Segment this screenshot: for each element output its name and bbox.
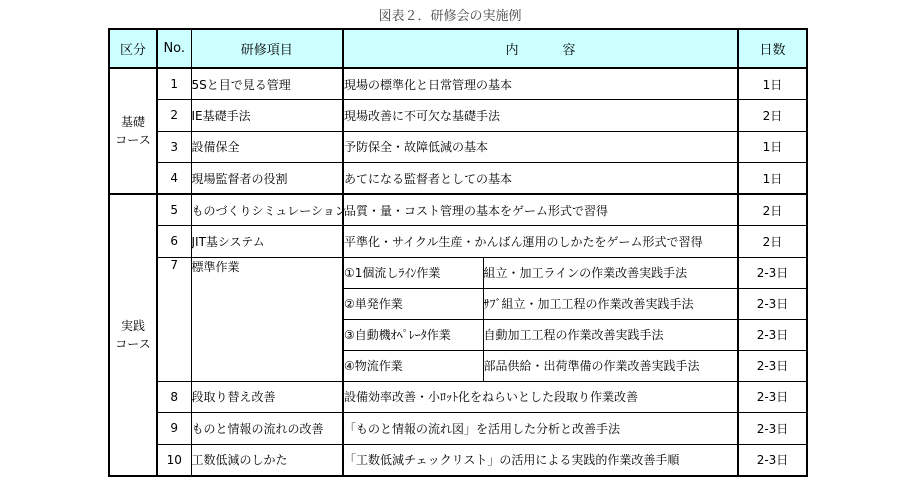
row-no: 6 xyxy=(157,226,191,258)
table-caption: 図表２．研修会の実施例 xyxy=(378,9,522,24)
table-row xyxy=(109,257,807,288)
row-days: 1日 xyxy=(738,131,807,163)
row-days: 2日 xyxy=(738,226,807,258)
header-item: 研修項目 xyxy=(191,29,343,68)
row-days: 1日 xyxy=(738,163,807,195)
training-table xyxy=(108,28,808,477)
row-content: 「ものと情報の流れ図」を活用した分析と改善手法 xyxy=(343,413,738,445)
header-content-b: 容 xyxy=(562,43,576,58)
row-content: 平準化・サイクル生産・かんばん運用のしかたをゲーム形式で習得 xyxy=(343,226,738,258)
sub-item: ①1個流しﾗｲﾝ作業 xyxy=(343,257,483,288)
sub-item: ②単発作業 xyxy=(343,288,483,319)
course-basic xyxy=(109,68,157,194)
row-days: 2-3日 xyxy=(738,413,807,445)
header-days: 日数 xyxy=(738,29,807,68)
header-no: No. xyxy=(157,29,191,68)
sub-item: ③自動機ｵﾍﾟﾚｰﾀ作業 xyxy=(343,319,483,350)
row-days: 2日 xyxy=(738,194,807,226)
row-item: 標準作業 xyxy=(191,257,343,381)
course-practical-line2: コース xyxy=(115,336,151,351)
sub-content: 組立・加工ラインの作業改善実践手法 xyxy=(483,257,738,288)
table-row xyxy=(109,226,807,258)
row-item: IE基礎手法 xyxy=(191,100,343,132)
row-content: 品質・量・コスト管理の基本をゲーム形式で習得 xyxy=(343,194,738,226)
course-practical-line1: 実践 xyxy=(120,318,145,333)
row-no: 9 xyxy=(157,413,191,445)
sub-days: 2-3日 xyxy=(738,257,807,288)
sub-item: ④物流作業 xyxy=(343,350,483,381)
row-content: 「工数低減チェックリスト」の活用による実践的作業改善手順 xyxy=(343,444,738,476)
row-item: 工数低減のしかた xyxy=(191,444,343,476)
row-no: 2 xyxy=(157,100,191,132)
course-practical xyxy=(109,194,157,476)
table-row xyxy=(109,413,807,445)
row-days: 2-3日 xyxy=(738,381,807,413)
row-item: 現場監督者の役割 xyxy=(191,163,343,195)
row-no: 7 xyxy=(157,257,191,381)
row-item: 段取り替え改善 xyxy=(191,381,343,413)
row-item: JIT基システム xyxy=(191,226,343,258)
header-row xyxy=(109,29,807,68)
sub-days: 2-3日 xyxy=(738,350,807,381)
sub-content: 部品供給・出荷準備の作業改善実践手法 xyxy=(483,350,738,381)
table-row xyxy=(109,381,807,413)
row-no: 8 xyxy=(157,381,191,413)
sub-content: ｻﾌﾞ組立・加工工程の作業改善実践手法 xyxy=(483,288,738,319)
table-row xyxy=(109,131,807,163)
sub-days: 2-3日 xyxy=(738,319,807,350)
row-no: 10 xyxy=(157,444,191,476)
row-item: 設備保全 xyxy=(191,131,343,163)
row-content: 予防保全・故障低減の基本 xyxy=(343,131,738,163)
row-content: 設備効率改善・小ﾛｯﾄ化をねらいとした段取り作業改善 xyxy=(343,381,738,413)
header-content xyxy=(343,29,738,68)
row-no: 3 xyxy=(157,131,191,163)
header-kubun: 区分 xyxy=(109,29,157,68)
row-days: 2日 xyxy=(738,100,807,132)
row-item: 5Sと目で見る管理 xyxy=(191,68,343,100)
sub-days: 2-3日 xyxy=(738,288,807,319)
table-row xyxy=(109,194,807,226)
course-basic-line2: コース xyxy=(115,133,151,147)
header-content-a: 内 xyxy=(505,43,519,58)
table-row xyxy=(109,163,807,195)
table-row xyxy=(109,100,807,132)
table-row xyxy=(109,444,807,476)
row-no: 5 xyxy=(157,194,191,226)
row-days: 1日 xyxy=(738,68,807,100)
row-content: あてになる監督者としての基本 xyxy=(343,163,738,195)
row-item: ものづくりシミュレーション xyxy=(191,194,343,226)
row-content: 現場の標準化と日常管理の基本 xyxy=(343,68,738,100)
sub-content: 自動加工工程の作業改善実践手法 xyxy=(483,319,738,350)
row-days: 2-3日 xyxy=(738,444,807,476)
row-item: ものと情報の流れの改善 xyxy=(191,413,343,445)
row-no: 1 xyxy=(157,68,191,100)
row-no: 4 xyxy=(157,163,191,195)
row-content: 現場改善に不可欠な基礎手法 xyxy=(343,100,738,132)
table-row xyxy=(109,68,807,100)
course-basic-line1: 基礎 xyxy=(120,115,145,129)
